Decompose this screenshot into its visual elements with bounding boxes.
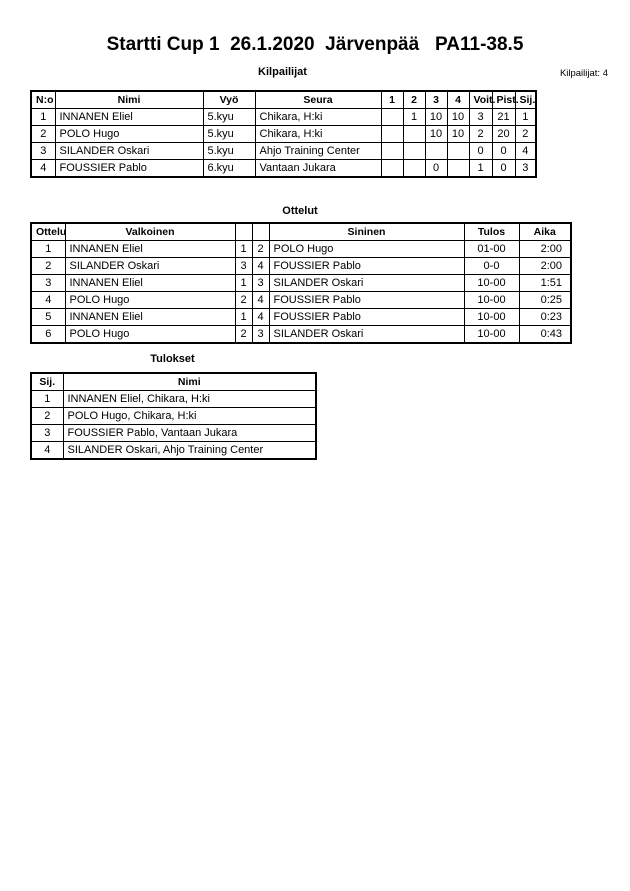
blue-cell: POLO Hugo: [269, 241, 464, 258]
col-opp4: 4: [447, 91, 469, 109]
competitors-table: [30, 90, 537, 178]
result-cell: 10-00: [464, 292, 519, 309]
wno-cell: 1: [235, 241, 252, 258]
c3-cell: [425, 143, 447, 160]
results-heading: Tulokset: [150, 353, 195, 365]
table-row: [31, 408, 316, 425]
competitors-count: Kilpailijat: 4: [559, 68, 608, 79]
name-cell: POLO Hugo: [55, 126, 203, 143]
wno-cell: 1: [235, 275, 252, 292]
points-cell: 0: [492, 143, 515, 160]
col-white: Valkoinen: [65, 223, 235, 241]
time-cell: 1:51: [519, 275, 571, 292]
col-place: Sij.: [515, 91, 536, 109]
white-cell: POLO Hugo: [65, 326, 235, 344]
wno-cell: 1: [235, 309, 252, 326]
wins-cell: 3: [469, 109, 492, 126]
wno-cell: 3: [235, 258, 252, 275]
blue-cell: SILANDER Oskari: [269, 275, 464, 292]
c2-cell: 1: [403, 109, 425, 126]
no-cell: 5: [31, 309, 65, 326]
blue-cell: FOUSSIER Pablo: [269, 292, 464, 309]
col-blue: Sininen: [269, 223, 464, 241]
table-row: [31, 241, 571, 258]
page-title: Startti Cup 1 26.1.2020 Järvenpää PA11-38.5: [106, 34, 524, 55]
name-cell: INNANEN Eliel, Chikara, H:ki: [63, 391, 316, 408]
wins-cell: 2: [469, 126, 492, 143]
wins-cell: 0: [469, 143, 492, 160]
matches-table: [30, 222, 572, 344]
col-no: N:o: [31, 91, 55, 109]
c3-cell: 0: [425, 160, 447, 178]
white-cell: INNANEN Eliel: [65, 241, 235, 258]
name-cell: FOUSSIER Pablo: [55, 160, 203, 178]
col-white-no: [235, 223, 252, 241]
table-row: [31, 391, 316, 408]
table-row: [31, 309, 571, 326]
col-opp3: 3: [425, 91, 447, 109]
belt-cell: 5.kyu: [203, 143, 255, 160]
white-cell: POLO Hugo: [65, 292, 235, 309]
belt-cell: 6.kyu: [203, 160, 255, 178]
bno-cell: 3: [252, 275, 269, 292]
no-cell: 4: [31, 292, 65, 309]
c1-cell: [381, 109, 403, 126]
no-cell: 2: [31, 258, 65, 275]
table-row: [31, 326, 571, 344]
no-cell: 3: [31, 275, 65, 292]
no-cell: 2: [31, 126, 55, 143]
place-cell: 3: [515, 160, 536, 178]
club-cell: Chikara, H:ki: [255, 126, 381, 143]
place-cell: 1: [31, 391, 63, 408]
col-time: Aika: [519, 223, 571, 241]
bno-cell: 4: [252, 309, 269, 326]
table-row: [31, 275, 571, 292]
wno-cell: 2: [235, 326, 252, 344]
table-row: [31, 143, 536, 160]
points-cell: 20: [492, 126, 515, 143]
blue-cell: SILANDER Oskari: [269, 326, 464, 344]
col-belt: Vyö: [203, 91, 255, 109]
name-cell: POLO Hugo, Chikara, H:ki: [63, 408, 316, 425]
blue-cell: FOUSSIER Pablo: [269, 258, 464, 275]
c4-cell: 10: [447, 126, 469, 143]
name-cell: FOUSSIER Pablo, Vantaan Jukara: [63, 425, 316, 442]
club-cell: Ahjo Training Center: [255, 143, 381, 160]
table-row: [31, 292, 571, 309]
competitors-header-row: [31, 91, 536, 109]
results-table: [30, 372, 317, 460]
c3-cell: 10: [425, 126, 447, 143]
wins-cell: 1: [469, 160, 492, 178]
result-cell: 01-00: [464, 241, 519, 258]
table-row: [31, 258, 571, 275]
place-cell: 2: [515, 126, 536, 143]
belt-cell: 5.kyu: [203, 109, 255, 126]
result-cell: 10-00: [464, 309, 519, 326]
white-cell: INNANEN Eliel: [65, 275, 235, 292]
no-cell: 3: [31, 143, 55, 160]
col-opp2: 2: [403, 91, 425, 109]
place-cell: 4: [31, 442, 63, 460]
no-cell: 1: [31, 241, 65, 258]
table-row: [31, 160, 536, 178]
blue-cell: FOUSSIER Pablo: [269, 309, 464, 326]
no-cell: 1: [31, 109, 55, 126]
table-row: [31, 442, 316, 460]
points-cell: 21: [492, 109, 515, 126]
time-cell: 0:43: [519, 326, 571, 344]
col-wins: Voit.: [469, 91, 492, 109]
place-cell: 4: [515, 143, 536, 160]
result-cell: 10-00: [464, 275, 519, 292]
time-cell: 2:00: [519, 241, 571, 258]
c2-cell: [403, 126, 425, 143]
no-cell: 4: [31, 160, 55, 178]
white-cell: INNANEN Eliel: [65, 309, 235, 326]
place-cell: 2: [31, 408, 63, 425]
no-cell: 6: [31, 326, 65, 344]
col-place: Sij.: [31, 373, 63, 391]
matches-body: [31, 241, 571, 344]
c1-cell: [381, 126, 403, 143]
c2-cell: [403, 160, 425, 178]
col-match-no: Ottelu: [31, 223, 65, 241]
col-blue-no: [252, 223, 269, 241]
matches-header-row: [31, 223, 571, 241]
place-cell: 3: [31, 425, 63, 442]
time-cell: 0:25: [519, 292, 571, 309]
col-opp1: 1: [381, 91, 403, 109]
col-name: Nimi: [55, 91, 203, 109]
c1-cell: [381, 143, 403, 160]
results-body: [31, 391, 316, 460]
c4-cell: [447, 143, 469, 160]
c4-cell: [447, 160, 469, 178]
table-row: [31, 109, 536, 126]
time-cell: 2:00: [519, 258, 571, 275]
club-cell: Vantaan Jukara: [255, 160, 381, 178]
competitors-heading: Kilpailijat: [258, 66, 307, 78]
belt-cell: 5.kyu: [203, 126, 255, 143]
white-cell: SILANDER Oskari: [65, 258, 235, 275]
points-cell: 0: [492, 160, 515, 178]
name-cell: SILANDER Oskari: [55, 143, 203, 160]
competitors-body: [31, 109, 536, 178]
bno-cell: 4: [252, 258, 269, 275]
place-cell: 1: [515, 109, 536, 126]
club-cell: Chikara, H:ki: [255, 109, 381, 126]
c1-cell: [381, 160, 403, 178]
col-name: Nimi: [63, 373, 316, 391]
results-header-row: [31, 373, 316, 391]
c4-cell: 10: [447, 109, 469, 126]
col-points: Pist.: [492, 91, 515, 109]
col-club: Seura: [255, 91, 381, 109]
bno-cell: 2: [252, 241, 269, 258]
name-cell: SILANDER Oskari, Ahjo Training Center: [63, 442, 316, 460]
bno-cell: 3: [252, 326, 269, 344]
time-cell: 0:23: [519, 309, 571, 326]
result-cell: 0-0: [464, 258, 519, 275]
wno-cell: 2: [235, 292, 252, 309]
name-cell: INNANEN Eliel: [55, 109, 203, 126]
c3-cell: 10: [425, 109, 447, 126]
bno-cell: 4: [252, 292, 269, 309]
table-row: [31, 126, 536, 143]
c2-cell: [403, 143, 425, 160]
col-result: Tulos: [464, 223, 519, 241]
matches-heading: Ottelut: [282, 205, 318, 217]
table-row: [31, 425, 316, 442]
result-cell: 10-00: [464, 326, 519, 344]
